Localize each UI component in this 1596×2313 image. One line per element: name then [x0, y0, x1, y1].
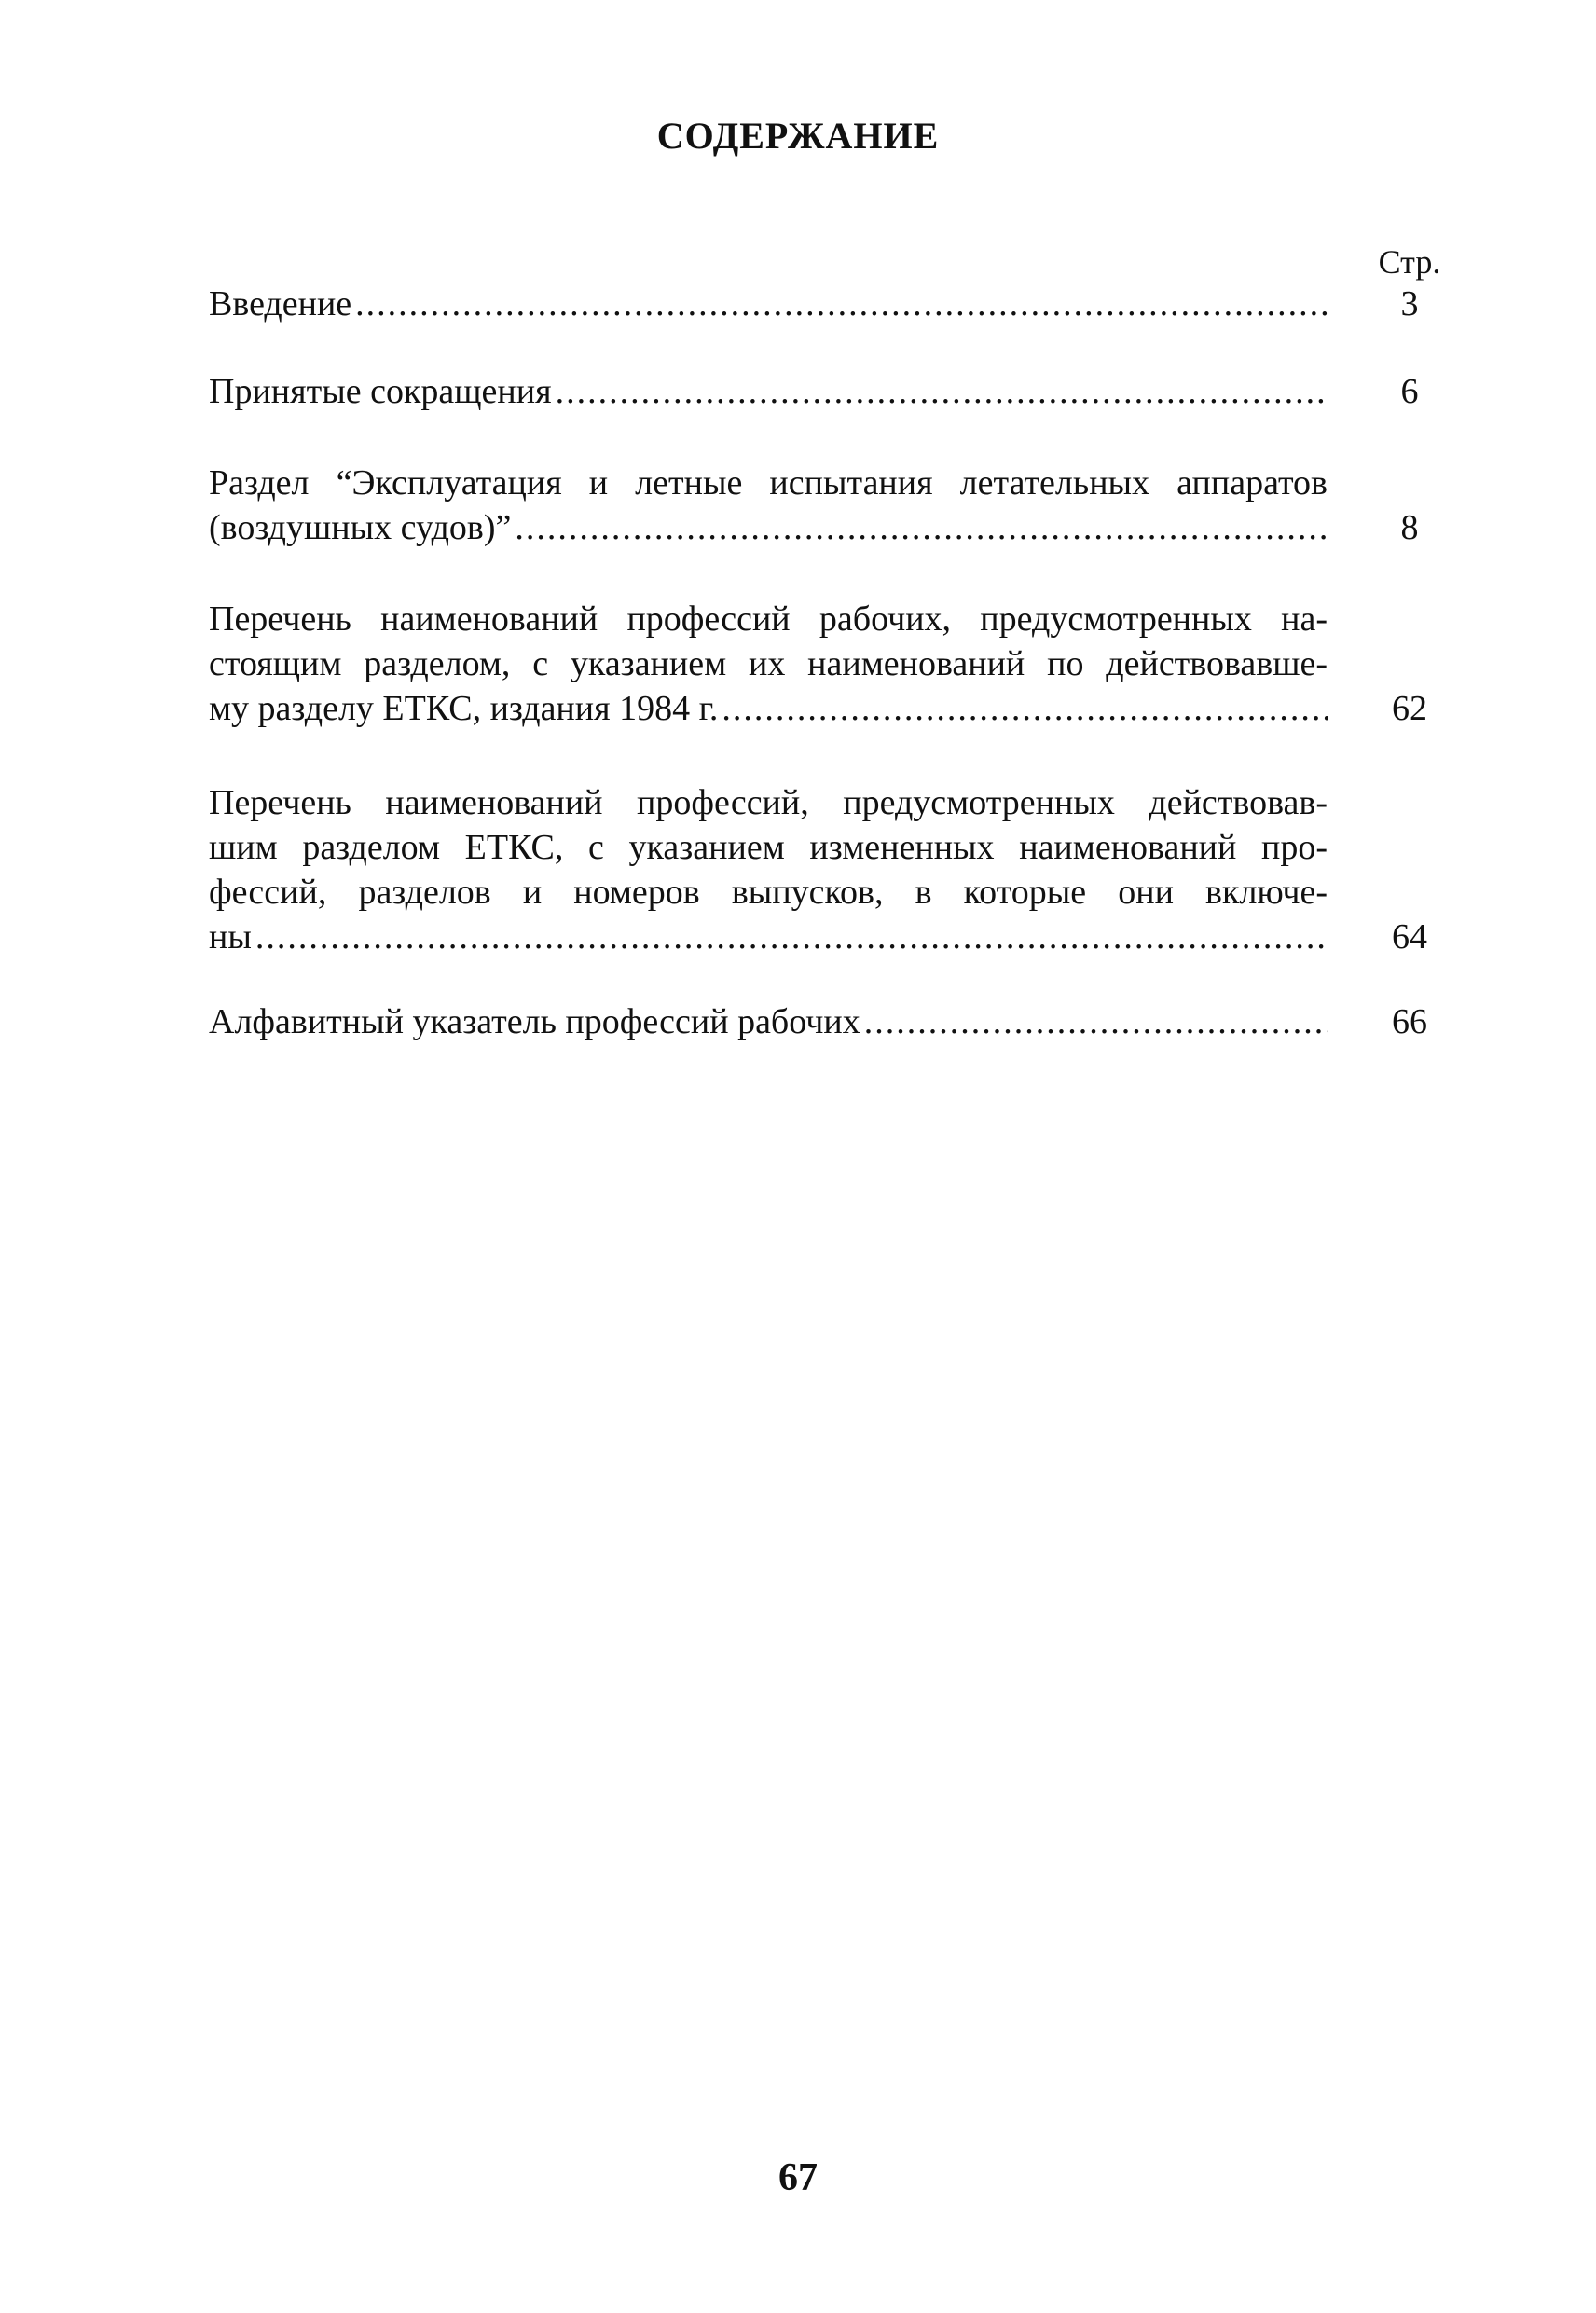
- toc-entry-text: (воздушных судов)”: [209, 508, 512, 547]
- toc-entry-text: Принятые сокращения: [209, 372, 552, 411]
- toc-entry-alphabetical-index[interactable]: [209, 999, 1467, 1044]
- toc-line: [209, 999, 1328, 1044]
- toc-page-number: 3: [1400, 284, 1419, 324]
- dot-leader: [355, 282, 1328, 326]
- page-column-header: Стр.: [1378, 243, 1441, 281]
- toc-line: [209, 369, 1328, 414]
- dot-leader: [556, 369, 1328, 414]
- toc-page-number: 66: [1392, 1002, 1427, 1041]
- toc-entry-former-professions-list[interactable]: [209, 780, 1467, 959]
- toc-line: Перечень наименований профессий рабочих, предусмотренных на-: [209, 599, 1328, 639]
- toc-page-number: 8: [1400, 508, 1419, 547]
- dot-leader: [722, 686, 1328, 731]
- toc-line: [209, 915, 1328, 959]
- toc-entry-section[interactable]: [209, 461, 1467, 550]
- dot-leader: [515, 505, 1328, 550]
- toc-line: Перечень наименований профессий, предусмотренных действовав-: [209, 783, 1328, 822]
- toc-page-number: 62: [1392, 689, 1427, 728]
- page-number-footer: 67: [778, 2156, 818, 2199]
- toc-entry-text: Введение: [209, 284, 352, 324]
- dot-leader: [255, 915, 1328, 959]
- toc-entry-text: му разделу ЕТКС, издания 1984 г.: [209, 689, 719, 728]
- toc-line: фессий, разделов и номеров выпусков, в которые они включе-: [209, 873, 1328, 912]
- toc-line: [209, 505, 1328, 550]
- toc-entry-text: Алфавитный указатель профессий рабочих: [209, 1002, 860, 1041]
- toc-line: шим разделом ЕТКС, с указанием измененных наименований про-: [209, 828, 1328, 867]
- toc-line: стоящим разделом, с указанием их наименований по действовавше-: [209, 644, 1328, 683]
- toc-line: Раздел “Эксплуатация и летные испытания летательных аппаратов: [209, 463, 1328, 503]
- toc-page-number: 6: [1400, 372, 1419, 411]
- toc-page-number: 64: [1392, 917, 1427, 957]
- toc-entry-text: ны: [209, 917, 252, 957]
- toc-line: [209, 686, 1328, 731]
- dot-leader: [864, 999, 1328, 1044]
- toc-entry-introduction[interactable]: [209, 282, 1467, 326]
- toc-entry-professions-list[interactable]: [209, 597, 1467, 731]
- page-title: СОДЕРЖАНИЕ: [656, 115, 940, 157]
- toc-line: [209, 282, 1328, 326]
- toc-entry-abbreviations[interactable]: [209, 369, 1467, 414]
